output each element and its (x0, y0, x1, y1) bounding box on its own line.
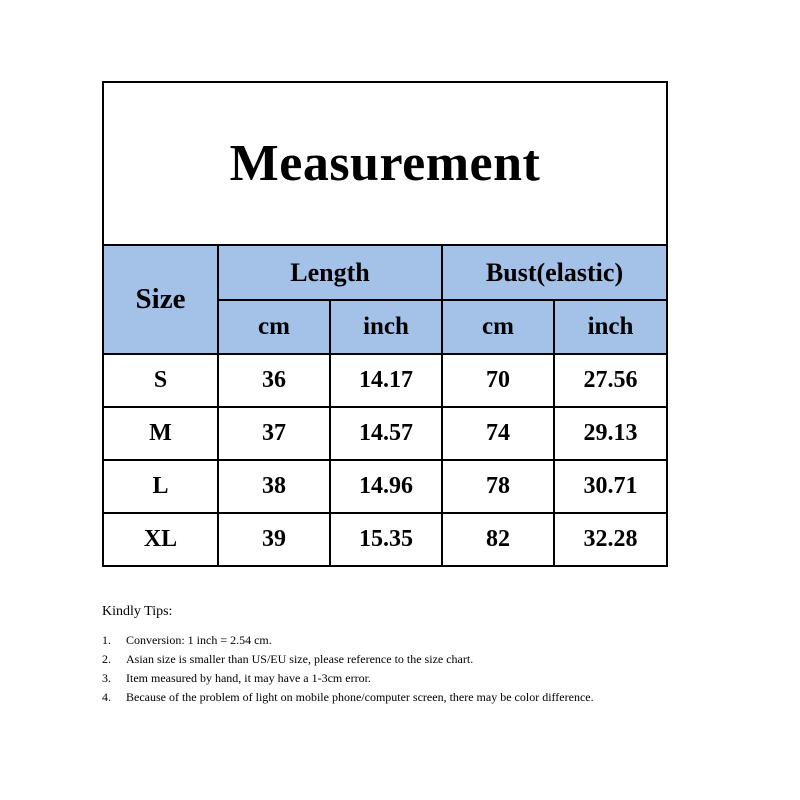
list-item (102, 669, 682, 688)
unit-header: inch (554, 300, 666, 354)
table-cell: 78 (442, 460, 554, 513)
size-chart (102, 81, 668, 567)
table-cell: 15.35 (330, 513, 442, 566)
size-cell: L (104, 460, 218, 513)
tip-text: Item measured by hand, it may have a 1-3cm error. (126, 671, 371, 685)
table-cell: 32.28 (554, 513, 666, 566)
bust-header: Bust(elastic) (442, 246, 666, 301)
table-cell: 14.17 (330, 354, 442, 407)
table-cell: 39 (218, 513, 330, 566)
table-row (104, 460, 666, 513)
table-cell: 38 (218, 460, 330, 513)
tip-text: Because of the problem of light on mobile phone/computer screen, there may be color difference. (126, 690, 594, 704)
length-header: Length (218, 246, 442, 301)
size-header: Size (104, 246, 218, 355)
size-table (104, 245, 666, 567)
list-item (102, 688, 682, 707)
table-cell: 29.13 (554, 407, 666, 460)
tip-number: 1. (102, 633, 111, 647)
size-cell: M (104, 407, 218, 460)
chart-title: Measurement (229, 135, 541, 192)
tip-number: 2. (102, 652, 111, 666)
table-cell: 70 (442, 354, 554, 407)
size-cell: XL (104, 513, 218, 566)
unit-header: inch (330, 300, 442, 354)
tips-list (102, 631, 682, 707)
list-item (102, 631, 682, 650)
list-item (102, 650, 682, 669)
unit-header: cm (218, 300, 330, 354)
tip-text: Conversion: 1 inch = 2.54 cm. (126, 633, 272, 647)
table-cell: 14.96 (330, 460, 442, 513)
tips-title: Kindly Tips: (102, 604, 173, 619)
table-cell: 27.56 (554, 354, 666, 407)
kindly-tips (102, 604, 682, 707)
table-cell: 74 (442, 407, 554, 460)
table-cell: 30.71 (554, 460, 666, 513)
table-cell: 36 (218, 354, 330, 407)
tip-number: 3. (102, 671, 111, 685)
unit-header: cm (442, 300, 554, 354)
size-cell: S (104, 354, 218, 407)
table-cell: 82 (442, 513, 554, 566)
title-box (104, 83, 666, 245)
table-cell: 37 (218, 407, 330, 460)
header-row-groups (104, 246, 666, 301)
tip-number: 4. (102, 690, 111, 704)
tip-text: Asian size is smaller than US/EU size, please reference to the size chart. (126, 652, 474, 666)
table-row (104, 407, 666, 460)
table-row (104, 354, 666, 407)
table-cell: 14.57 (330, 407, 442, 460)
table-row (104, 513, 666, 566)
